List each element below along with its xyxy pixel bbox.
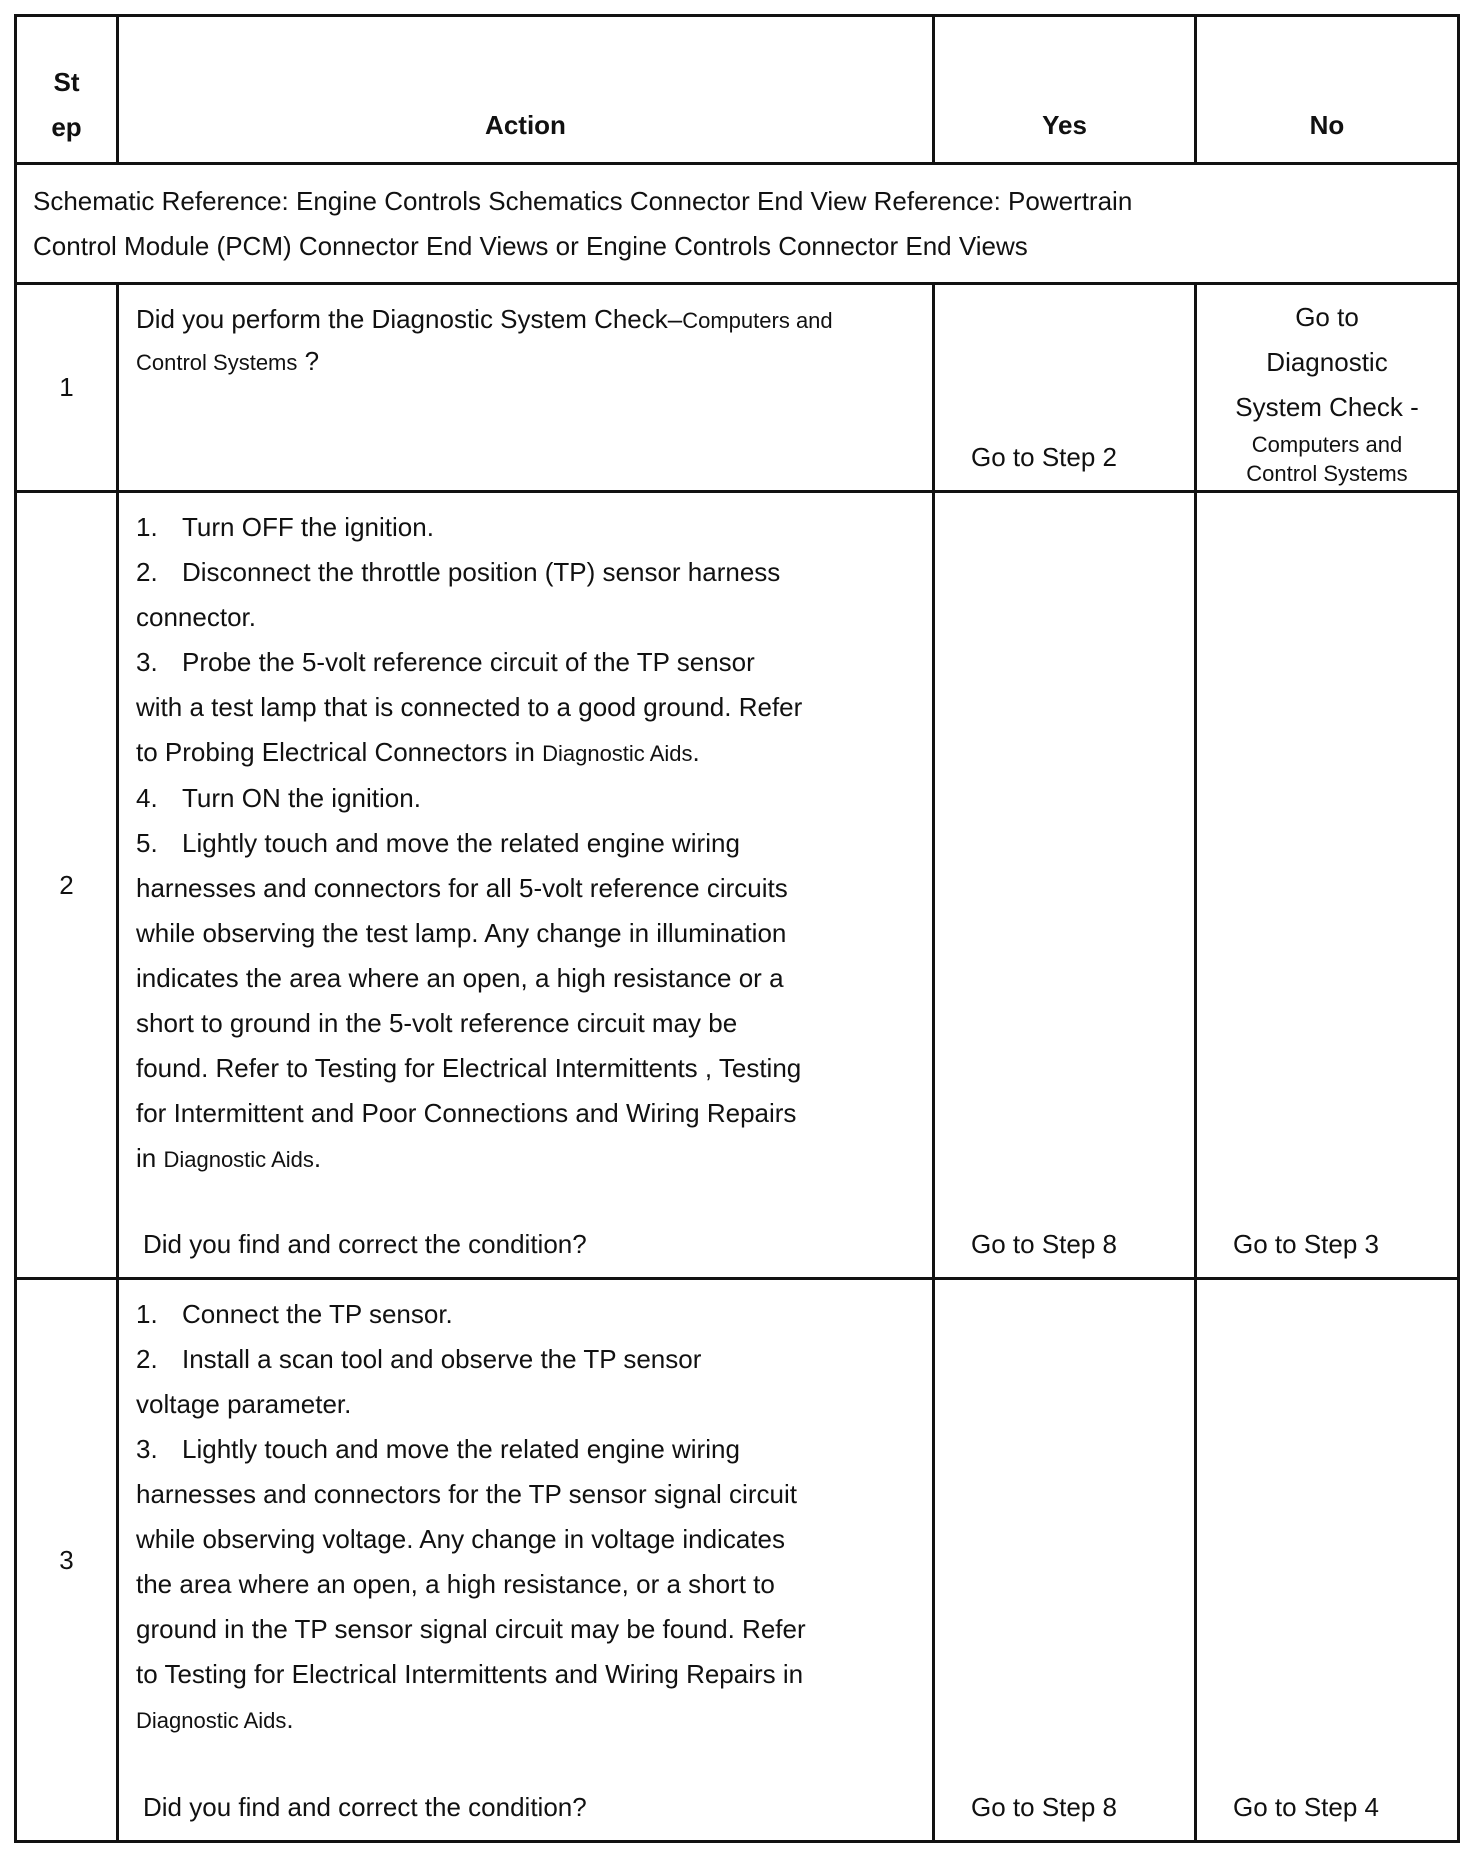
header-row [16, 16, 1459, 164]
no-line: Diagnostic [1266, 347, 1388, 377]
item-text: Turn OFF the ignition. [182, 512, 434, 542]
item-text [136, 1136, 914, 1182]
no-line: Go to [1295, 302, 1359, 332]
question-text: Did you find and correct the condition? [143, 1229, 587, 1259]
list-item [136, 1427, 914, 1472]
yes-link[interactable]: Go to Step 8 [971, 1792, 1117, 1822]
item-number: 2. [136, 557, 158, 587]
header-action: Action [118, 16, 934, 164]
action-text-small: Control Systems [136, 350, 298, 375]
no-cell [1196, 1279, 1459, 1842]
action-line [136, 343, 914, 381]
item-text: Lightly touch and move the related engine wiring [182, 828, 740, 858]
yes-cell [934, 284, 1196, 492]
item-text: found. Refer to Testing for Electrical Intermittents , Testing [136, 1053, 802, 1083]
table-row [16, 284, 1459, 492]
item-text: short to ground in the 5-volt reference circuit may be [136, 1008, 738, 1038]
table-row [16, 492, 1459, 1279]
list-item [136, 640, 914, 685]
item-text: in [136, 1143, 164, 1173]
item-text: Turn ON the ignition. [182, 783, 421, 813]
item-number: 3. [136, 647, 158, 677]
schematic-reference-line1: Schematic Reference: Engine Controls Schematics Connector End View Reference: Powertrain [33, 185, 1133, 216]
step-number: 2 [16, 492, 118, 1279]
item-text [136, 1697, 914, 1743]
header-step [16, 16, 118, 164]
item-text: for Intermittent and Poor Connections and Wiring Repairs [136, 1098, 797, 1128]
schematic-reference [16, 164, 1459, 284]
item-number: 2. [136, 1344, 158, 1374]
item-text: . [692, 737, 700, 767]
no-cell[interactable] [1196, 284, 1459, 492]
list-item [136, 1292, 914, 1337]
item-number: 5. [136, 828, 158, 858]
action-text: ? [297, 346, 320, 376]
action-cell [118, 284, 934, 492]
schematic-reference-line2: Control Module (PCM) Connector End Views or Engine Controls Connector End Views [33, 230, 1028, 261]
no-cell [1196, 492, 1459, 1279]
item-number: 1. [136, 512, 158, 542]
step-number: 1 [16, 284, 118, 492]
action-cell [118, 1279, 934, 1842]
item-text: ground in the TP sensor signal circuit may be found. Refer [136, 1614, 806, 1644]
item-text: Disconnect the throttle position (TP) sensor harness [182, 557, 781, 587]
item-text: with a test lamp that is connected to a good ground. Refer [136, 692, 803, 722]
question-text: Did you find and correct the condition? [143, 1792, 587, 1822]
item-text: . [313, 1143, 322, 1173]
diagnostic-table [14, 14, 1460, 1843]
no-line-small: Computers and [1251, 432, 1403, 457]
item-text: indicates the area where an open, a high resistance or a [136, 963, 784, 993]
item-text: Install a scan tool and observe the TP sensor [182, 1344, 702, 1374]
item-text: harnesses and connectors for all 5-volt reference circuits [136, 873, 788, 903]
yes-link[interactable]: Go to Step 2 [971, 442, 1117, 472]
no-line: System Check - [1235, 392, 1419, 422]
item-number: 1. [136, 1299, 158, 1329]
list-item [136, 1337, 914, 1382]
item-text [136, 730, 914, 776]
item-text: the area where an open, a high resistance, or a short to [136, 1569, 775, 1599]
action-cell [118, 492, 934, 1279]
no-link[interactable]: Go to Step 4 [1233, 1792, 1379, 1822]
header-yes: Yes [934, 16, 1196, 164]
item-text: to Probing Electrical Connectors in [136, 737, 543, 767]
diagnostic-aids-link[interactable]: Diagnostic Aids [542, 741, 693, 766]
yes-cell [934, 492, 1196, 1279]
action-line [136, 297, 914, 343]
item-number: 3. [136, 1434, 158, 1464]
step-number: 3 [16, 1279, 118, 1842]
no-line-small: Control Systems [1246, 461, 1408, 486]
item-text: harnesses and connectors for the TP sensor signal circuit [136, 1479, 797, 1509]
table-row [16, 1279, 1459, 1842]
item-text: Connect the TP sensor. [182, 1299, 453, 1329]
diagnostic-aids-link[interactable]: Diagnostic Aids [136, 1708, 287, 1733]
list-item [136, 821, 914, 866]
schematic-reference-row [16, 164, 1459, 284]
header-no: No [1196, 16, 1459, 164]
item-text: while observing the test lamp. Any change in illumination [136, 918, 787, 948]
item-number: 4. [136, 783, 158, 813]
action-text: Did you perform the Diagnostic System Check– [136, 304, 683, 334]
item-text: voltage parameter. [136, 1389, 352, 1419]
list-item [136, 776, 914, 821]
action-text-small: Computers and [682, 308, 833, 333]
yes-cell [934, 1279, 1196, 1842]
header-step-line2: ep [51, 112, 82, 142]
no-link[interactable]: Go to Step 3 [1233, 1229, 1379, 1259]
header-step-line1: St [53, 67, 80, 97]
item-text: connector. [136, 602, 256, 632]
yes-link[interactable]: Go to Step 8 [971, 1229, 1117, 1259]
item-text: Probe the 5-volt reference circuit of the TP sensor [182, 647, 755, 677]
item-text: Lightly touch and move the related engine wiring [182, 1434, 740, 1464]
item-text: while observing voltage. Any change in voltage indicates [136, 1524, 785, 1554]
item-text: to Testing for Electrical Intermittents and Wiring Repairs in [136, 1659, 804, 1689]
item-text: . [286, 1704, 294, 1734]
list-item [136, 505, 914, 550]
diagnostic-aids-link[interactable]: Diagnostic Aids [163, 1147, 314, 1172]
list-item [136, 550, 914, 595]
